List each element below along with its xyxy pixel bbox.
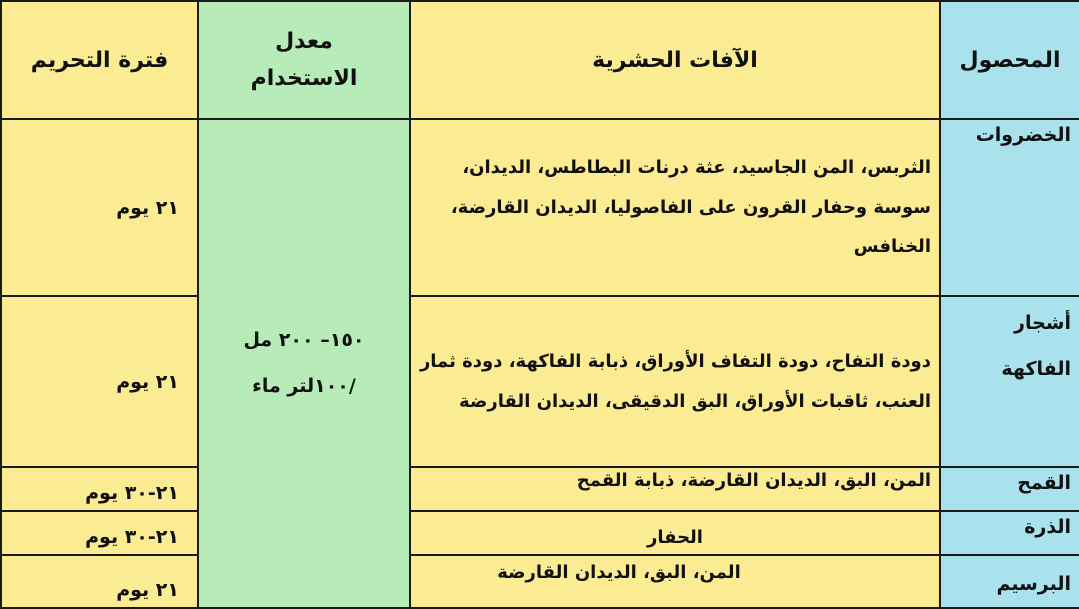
table-row	[1, 555, 1079, 608]
crop-cell: أشجار الفاكهة	[940, 296, 1079, 467]
crop-cell: الخضروات	[940, 119, 1079, 296]
table-row	[1, 511, 1079, 555]
table-row	[1, 296, 1079, 467]
table-row	[1, 119, 1079, 296]
crop-cell: القمح	[940, 467, 1079, 511]
header-row	[1, 1, 1079, 119]
header-pests: الآفات الحشرية	[410, 1, 940, 119]
rate-line2: /١٠٠لتر ماء	[252, 374, 356, 397]
pests-cell: المن، البق، الديدان القارضة، ذبابة القمح	[410, 467, 940, 511]
crop-cell: البرسيم	[940, 555, 1079, 608]
period-cell: ٢١-٣٠ يوم	[1, 467, 198, 511]
header-period: فترة التحريم	[1, 1, 198, 119]
period-cell: ٢١ يوم	[1, 296, 198, 467]
pests-cell: الثربس، المن الجاسيد، عثة درنات البطاطس، الديدان، سوسة وحفار القرون على الفاصوليا، الديدان القارضة، الخنافس	[410, 119, 940, 296]
header-rate-line2: الاستخدام	[250, 66, 358, 91]
crop-cell: الذرة	[940, 511, 1079, 555]
table-row	[1, 467, 1079, 511]
rate-line1: ١٥٠– ٢٠٠ مل	[243, 328, 365, 351]
header-rate	[198, 1, 410, 119]
rate-cell	[198, 119, 410, 608]
header-rate-line1: معدل	[275, 28, 333, 54]
period-cell: ٢١ يوم	[1, 119, 198, 296]
pests-cell: دودة التفاح، دودة التفاف الأوراق، ذبابة الفاكهة، دودة ثمار العنب، ثاقبات الأوراق، البق الدقيقى، الديدان القارضة	[410, 296, 940, 467]
pests-cell: الحفار	[410, 511, 940, 555]
period-cell: ٢١-٣٠ يوم	[1, 511, 198, 555]
pests-cell: المن، البق، الديدان القارضة	[410, 555, 940, 608]
header-crop: المحصول	[940, 1, 1079, 119]
period-cell: ٢١ يوم	[1, 555, 198, 608]
